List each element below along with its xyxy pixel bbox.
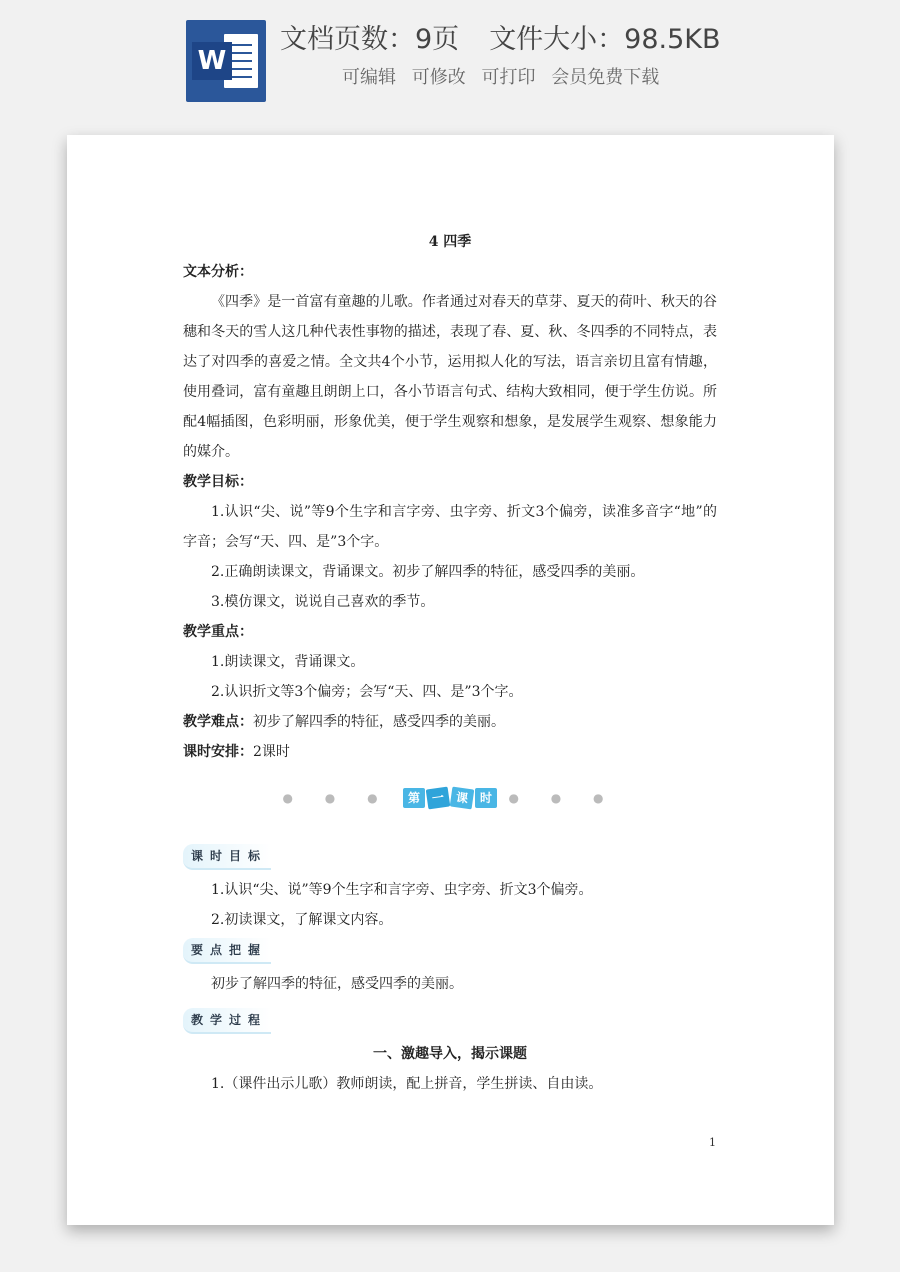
lesson-badge-char: 时 (475, 788, 497, 808)
document-content (183, 227, 717, 1099)
difficulty-line (183, 707, 717, 737)
goal-item: 3.模仿课文，说说自己喜欢的季节。 (211, 594, 435, 610)
word-letter: W (192, 42, 232, 80)
focus-tag: 要点把握 (183, 938, 271, 964)
goal-item: 2.正确朗读课文，背诵课文。初步了解四季的特征，感受四季的美丽。 (211, 564, 645, 580)
schedule-text: 2课时 (253, 744, 290, 760)
doc-info (280, 20, 721, 60)
text-analysis-body: 《四季》是一首富有童趣的儿歌。作者通过对春天的草芽、夏天的荷叶、秋天的谷穗和冬天的雪人这几种代表性事物的描述，表现了春、夏、秋、冬四季的不同特点，表达了对四季的喜爱之情。全文共4个小节，运用拟人化的写法，语言亲切且富有情趣，使用叠词，富有童趣且朗朗上口，各小节语言句式、结构大致相同，便于学生仿说。所配4幅插图，色彩明丽，形象优美，便于学生观察和想象，是发展学生观察、想象能力的媒介。 (183, 294, 717, 460)
feature-printable: 可打印 (481, 67, 536, 88)
text-analysis-heading: 文本分析： (183, 264, 253, 280)
file-size: 文件大小：98.5KB (489, 24, 721, 55)
page-number: 1 (709, 1136, 716, 1149)
difficulty-label: 教学难点： (183, 714, 253, 730)
key-points-heading: 教学重点： (183, 624, 253, 640)
document-title: 4 四季 (428, 234, 472, 250)
feature-modifiable: 可修改 (411, 67, 466, 88)
goal-item: 1.认识“尖、说”等9个生字和言字旁、虫字旁、折文3个偏旁，读准多音字“地”的字音；会写“天、四、是”3个字。 (183, 504, 717, 550)
focus-text: 初步了解四季的特征，感受四季的美丽。 (211, 976, 463, 992)
schedule-line (183, 737, 717, 767)
feature-editable: 可编辑 (342, 67, 396, 88)
divider-dots-right: ● ● ● (508, 791, 618, 805)
divider-dots-left: ● ● ● (282, 791, 392, 805)
lesson-divider (183, 783, 717, 819)
key-point-item: 1.朗读课文，背诵课文。 (211, 654, 365, 670)
lesson-badge (402, 783, 498, 813)
lesson-badge-char: 课 (450, 787, 475, 810)
schedule-label: 课时安排： (183, 744, 253, 760)
download-banner (0, 0, 900, 120)
lesson-goal-item: 2.初读课文，了解课文内容。 (211, 912, 393, 928)
process-section-title: 一、激趣导入，揭示课题 (373, 1046, 527, 1062)
document-page (67, 135, 834, 1225)
difficulty-text: 初步了解四季的特征，感受四季的美丽。 (253, 714, 505, 730)
lesson-goals-tag: 课时目标 (183, 844, 271, 870)
lesson-badge-char: 第 (403, 788, 425, 808)
word-icon (186, 20, 266, 102)
lesson-badge-char: 一 (426, 787, 451, 810)
page-count: 文档页数：9页 (280, 24, 460, 55)
process-step: 1.（课件出示儿歌）教师朗读，配上拼音，学生拼读、自由读。 (211, 1076, 603, 1092)
key-point-item: 2.认识折文等3个偏旁；会写“天、四、是”3个字。 (211, 684, 523, 700)
lesson-goal-item: 1.认识“尖、说”等9个生字和言字旁、虫字旁、折文3个偏旁。 (211, 882, 593, 898)
doc-features (342, 64, 669, 92)
feature-free-download: 会员免费下载 (551, 67, 660, 88)
goals-heading: 教学目标： (183, 474, 253, 490)
process-tag: 教学过程 (183, 1008, 271, 1034)
